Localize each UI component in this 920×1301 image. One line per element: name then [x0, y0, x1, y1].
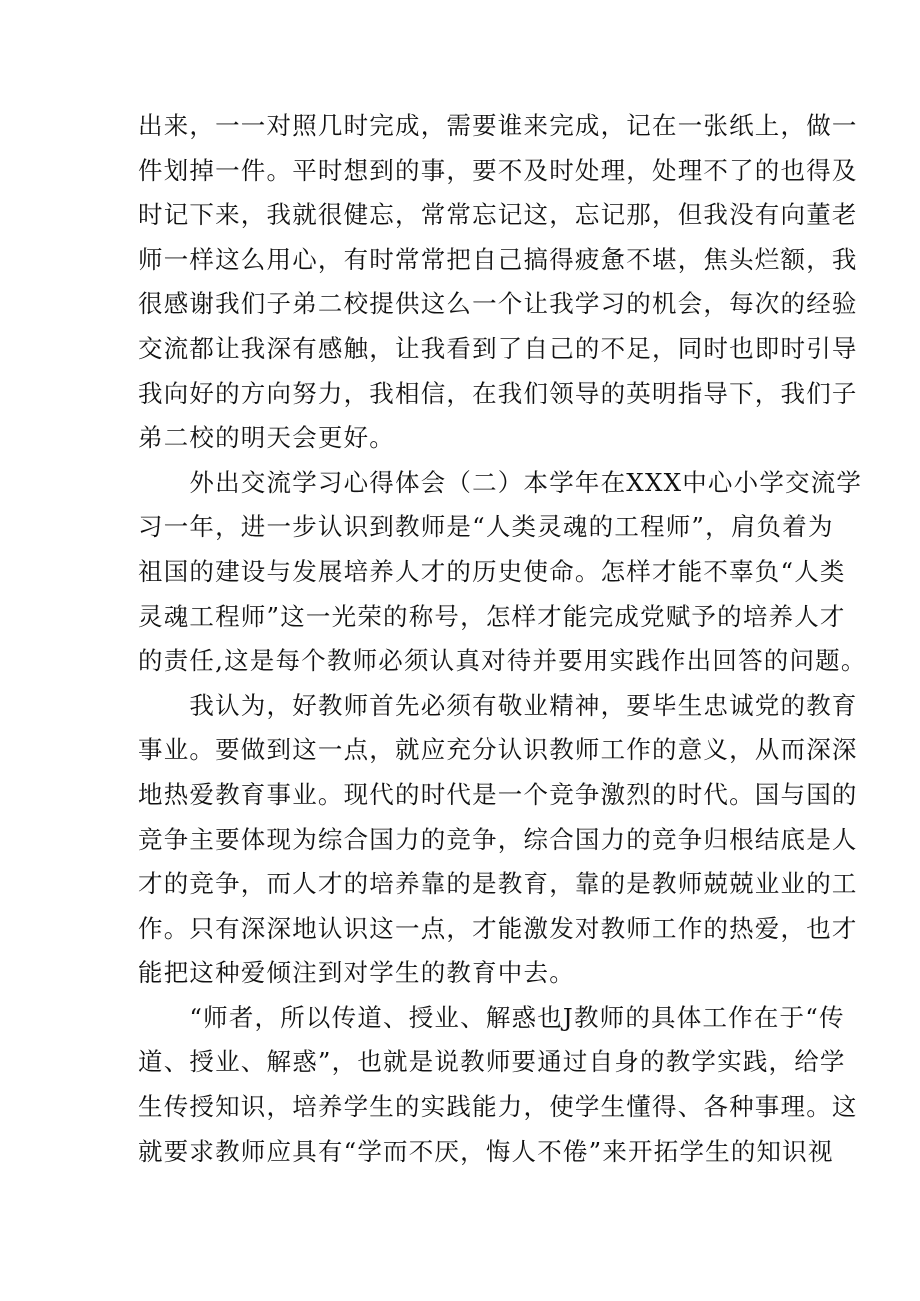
- text-line: 灵魂工程师”这一光荣的称号，怎样才能完成党赋予的培养人才: [138, 601, 846, 631]
- text-line: 道、授业、解惑”，也就是说教师要通过自身的教学实践，给学: [138, 1047, 846, 1077]
- text-line: 能把这种爱倾注到对学生的教育中去。: [138, 958, 575, 988]
- text-line: 时记下来，我就很健忘，常常忘记这，忘记那，但我没有向董老: [138, 200, 858, 230]
- text-line: 的责任,这是每个教师必须认真对待并要用实践作出回答的问题。: [138, 646, 867, 676]
- text-line: 件划掉一件。平时想到的事，要不及时处理，处理不了的也得及: [138, 155, 858, 185]
- text-line: 作。只有深深地认识这一点，才能激发对教师工作的热爱，也才: [138, 913, 858, 943]
- text-line: 祖国的建设与发展培养人才的历史使命。怎样才能不辜负“人类: [138, 556, 846, 586]
- text-line: 就要求教师应具有“学而不厌，悔人不倦”来开拓学生的知识视: [138, 1136, 834, 1166]
- text-line: 生传授知识，培养学生的实践能力，使学生懂得、各种事理。这: [138, 1092, 858, 1122]
- text-line: 竞争主要体现为综合国力的竞争，综合国力的竞争归根结底是人: [138, 824, 858, 854]
- text-line: 外出交流学习心得体会（二）本学年在XXX中心小学交流学: [138, 467, 863, 497]
- text-line: “师者，所以传道、授业、解惑也J教师的具体工作在于“传: [138, 1002, 845, 1032]
- text-line: 习一年，进一步认识到教师是“人类灵魂的工程师”，肩负着为: [138, 512, 834, 542]
- text-line: 才的竞争，而人才的培养靠的是教育，靠的是教师兢兢业业的工: [138, 869, 858, 899]
- text-line: 我向好的方向努力，我相信，在我们领导的英明指导下，我们子: [138, 378, 858, 408]
- text-line: 弟二校的明天会更好。: [138, 423, 395, 453]
- text-line: 很感谢我们子弟二校提供这么一个让我学习的机会，每次的经验: [138, 289, 858, 319]
- text-line: 我认为，好教师首先必须有敬业精神，要毕生忠诚党的教育: [138, 690, 858, 720]
- body-text: [138, 104, 867, 1174]
- text-line: 出来，一一对照几时完成，需要谁来完成，记在一张纸上，做一: [138, 111, 858, 140]
- text-line: 地热爱教育事业。现代的时代是一个竞争激烈的时代。国与国的: [138, 779, 858, 809]
- text-line: 事业。要做到这一点，就应充分认识教师工作的意义，从而深深: [138, 735, 858, 765]
- text-line: 师一样这么用心，有时常常把自己搞得疲惫不堪，焦头烂额，我: [138, 244, 858, 274]
- text-line: 交流都让我深有感触，让我看到了自己的不足，同时也即时引导: [138, 333, 858, 363]
